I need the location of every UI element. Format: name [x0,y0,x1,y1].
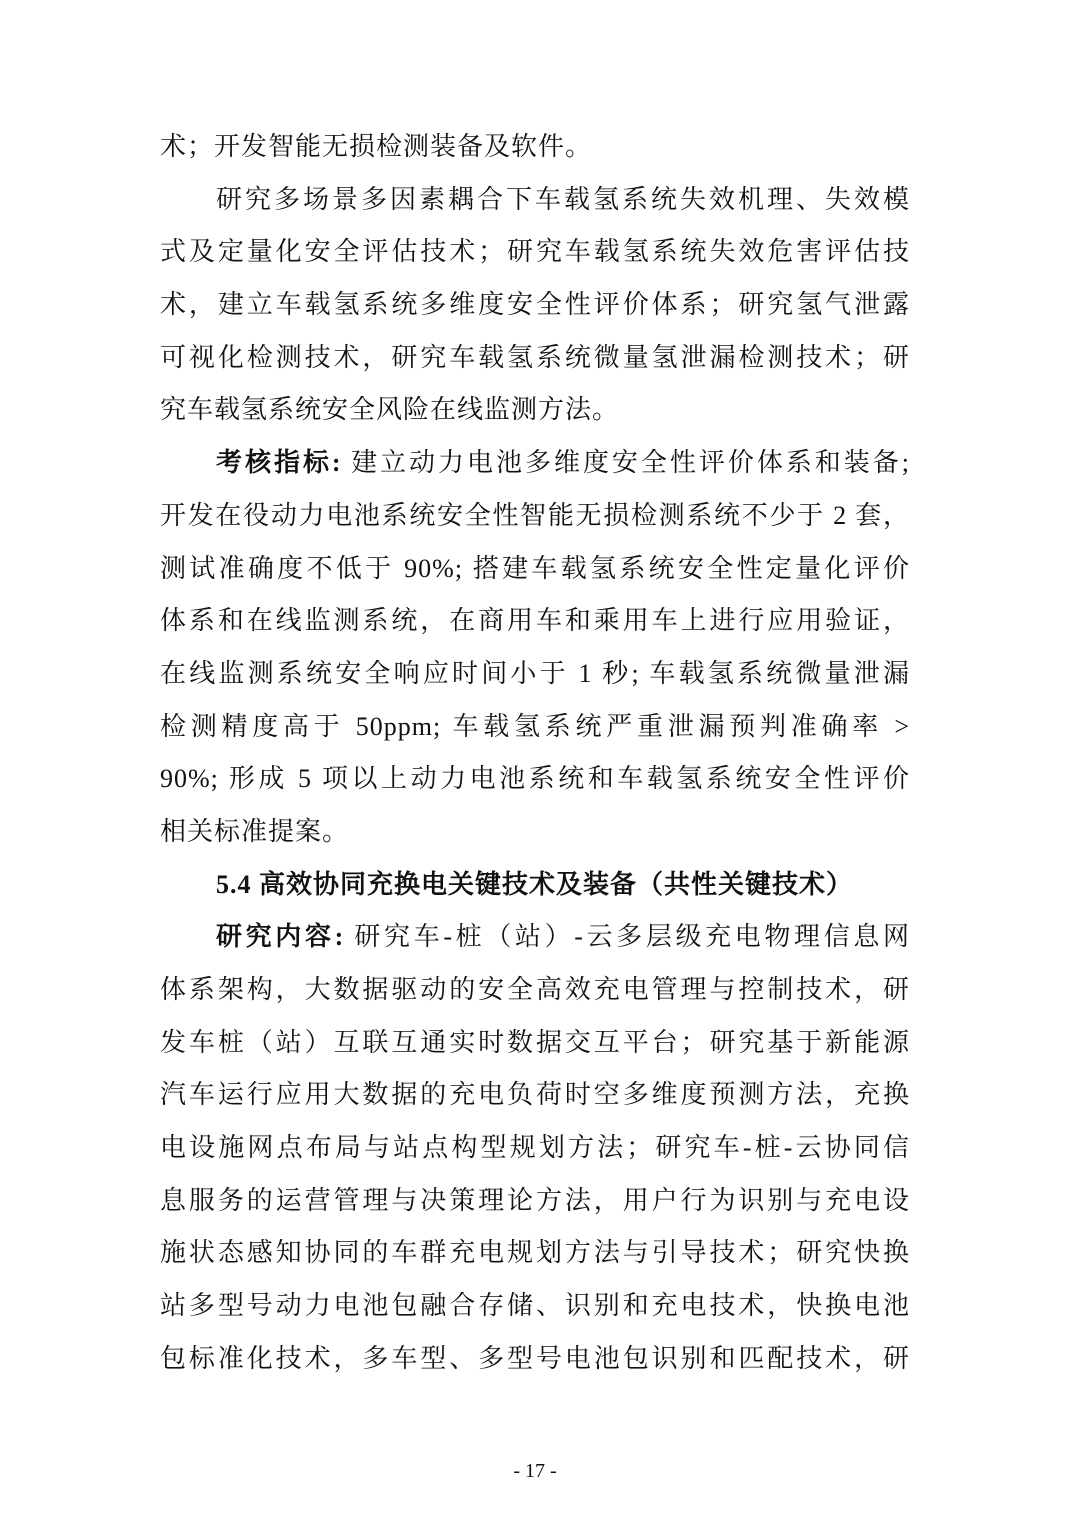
text-line [160,911,910,964]
line-text: 研究多场景多因素耦合下车载氢系统失效机理、失效模 [216,184,910,214]
section-heading [160,859,910,912]
bold-label: 考核指标: [216,448,342,478]
line-text: 施状态感知协同的车群充电规划方法与引导技术；研究快换 [160,1238,910,1268]
line-text: 究车载氢系统安全风险在线监测方法。 [160,395,620,425]
line-text: 90%; 形成 5 项以上动力电池系统和车载氢系统安全性评价 [160,764,910,794]
line-text: 可视化检测技术，研究车载氢系统微量氢泄漏检测技术；研 [160,342,910,372]
text-line [160,1069,910,1122]
line-text: 术，建立车载氢系统多维度安全性评价体系；研究氢气泄露 [160,290,910,320]
line-text: 发车桩（站）互联互通实时数据交互平台；研究基于新能源 [160,1027,910,1057]
page-number: - 17 - [513,1460,557,1482]
line-text: 研究车-桩（站）-云多层级充电物理信息网 [344,922,910,952]
text-line [160,1280,910,1333]
line-text: 式及定量化安全评估技术；研究车载氢系统失效危害评估技 [160,237,910,267]
text-line [160,1333,910,1386]
text-line [160,1227,910,1280]
text-line [160,701,910,754]
document-body [160,121,910,1386]
line-text: 测试准确度不低于 90%; 搭建车载氢系统安全性定量化评价 [160,553,910,583]
text-line [160,384,910,437]
line-text: 检测精度高于 50ppm; 车载氢系统严重泄漏预判准确率 > [160,711,910,741]
line-text: 术；开发智能无损检测装备及软件。 [160,132,593,161]
text-line [160,543,910,596]
text-line [160,648,910,701]
text-line [160,437,910,490]
bold-label: 研究内容: [216,922,345,952]
text-line [160,1017,910,1070]
line-text: 包标准化技术，多车型、多型号电池包识别和匹配技术，研 [160,1343,910,1373]
line-text: 电设施网点布局与站点构型规划方法；研究车-桩-云协同信 [160,1133,910,1163]
text-line [160,226,910,279]
text-line [160,490,910,543]
text-line [160,332,910,385]
text-line [160,595,910,648]
line-text: 开发在役动力电池系统安全性智能无损检测系统不少于 2 套， [160,500,910,530]
line-text: 息服务的运营管理与决策理论方法，用户行为识别与充电设 [160,1185,910,1215]
line-text: 在线监测系统安全响应时间小于 1 秒; 车载氢系统微量泄漏 [160,658,910,688]
bold-label: 5.4 高效协同充换电关键技术及装备（共性关键技术） [216,869,854,899]
text-line [160,1175,910,1228]
text-line [160,1122,910,1175]
line-text: 相关标准提案。 [160,816,350,846]
line-text: 建立动力电池多维度安全性评价体系和装备; [341,448,910,478]
text-line [160,806,910,859]
line-text: 体系和在线监测系统，在商用车和乘用车上进行应用验证， [160,606,910,636]
text-line [160,279,910,332]
text-line [160,121,910,174]
text-line [160,753,910,806]
line-text: 体系架构，大数据驱动的安全高效充电管理与控制技术，研 [160,975,910,1004]
text-line [160,174,910,227]
line-text: 站多型号动力电池包融合存储、识别和充电技术，快换电池 [160,1291,910,1321]
line-text: 汽车运行应用大数据的充电负荷时空多维度预测方法，充换 [160,1080,910,1110]
text-line [160,964,910,1017]
